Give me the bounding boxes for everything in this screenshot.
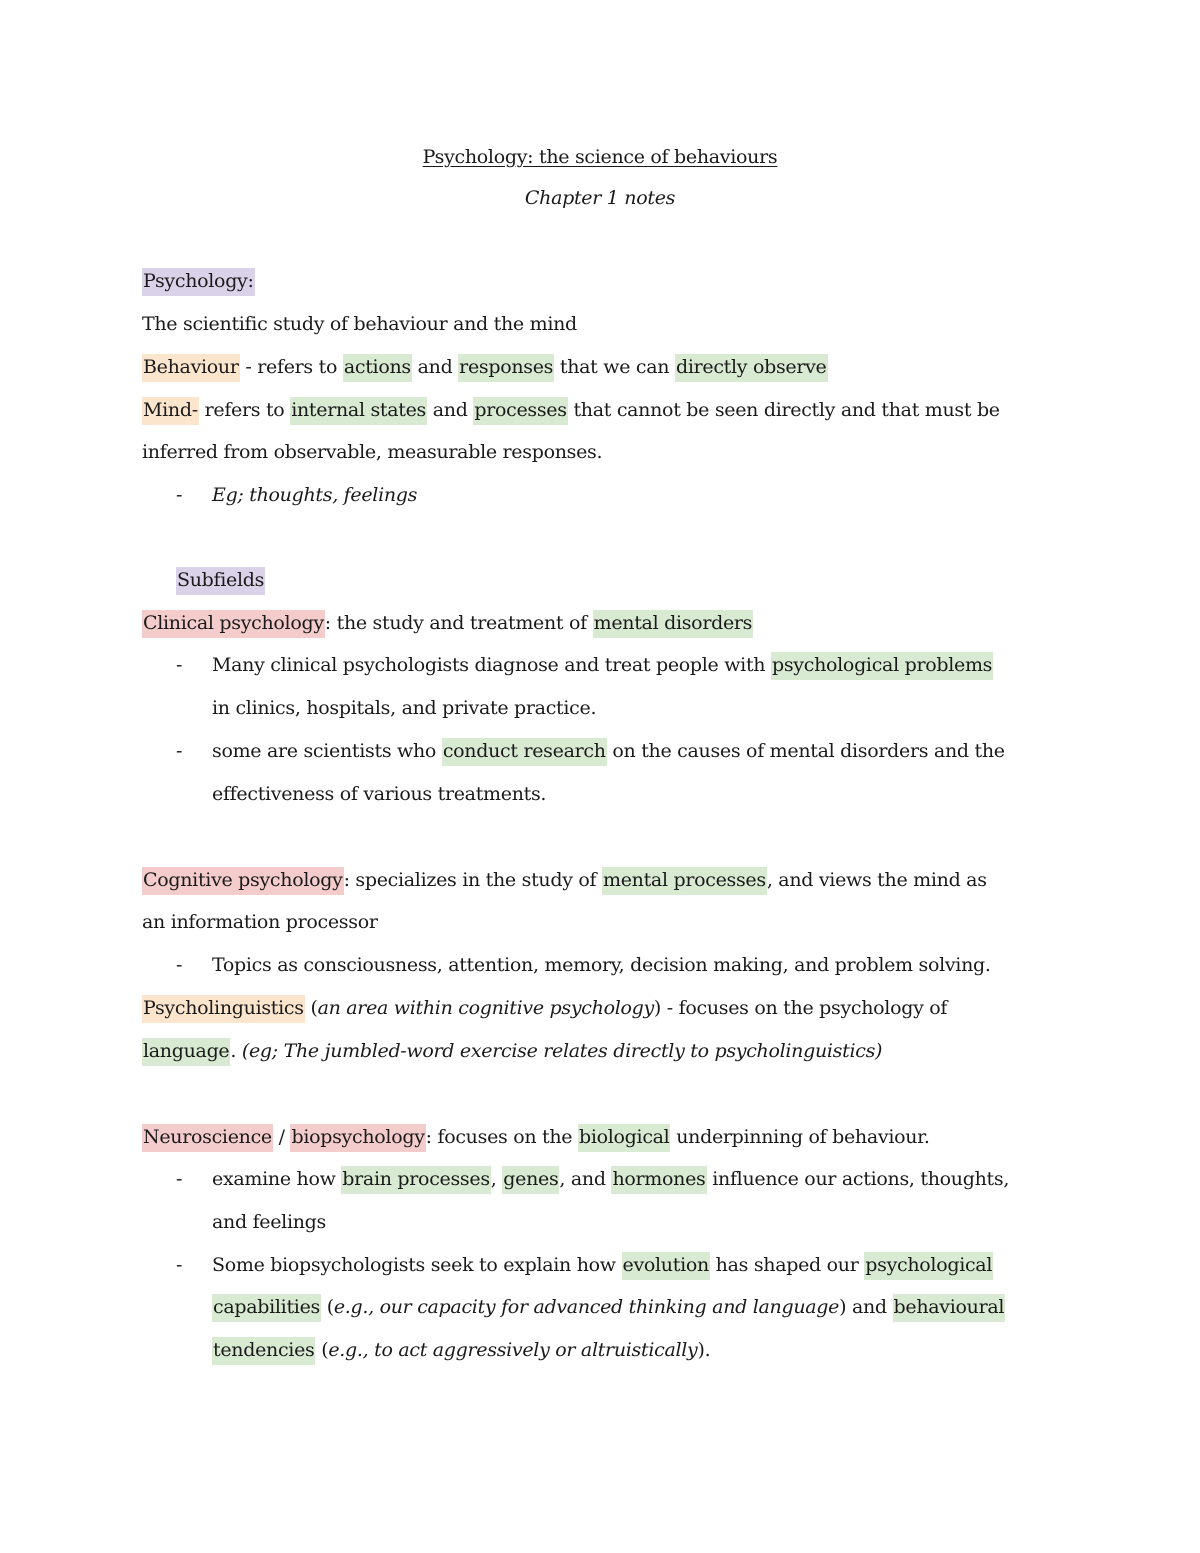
mind-text-line-2: inferred from observable, measurable responses. (142, 441, 603, 463)
cognitive-bullet-text: Topics as consciousness, attention, memory, decision making, and problem solving. (212, 954, 991, 976)
clinical-bullet-1-text-2: in clinics, hospitals, and private practice. (212, 697, 597, 719)
document-title: Psychology: the science of behaviours (422, 146, 778, 168)
clinical-text-1: : the study and treatment of (324, 612, 593, 634)
behaviour-text-2: and (411, 356, 459, 378)
keyword-hormones: hormones (611, 1166, 706, 1194)
keyword-genes: genes (502, 1166, 559, 1194)
cognitive-term: Cognitive psychology (142, 867, 344, 895)
mind-text-2: and (427, 399, 474, 421)
neuro-bullet-2-text-2: has shaped our (709, 1254, 865, 1276)
behaviour-text-3: that we can (554, 356, 675, 378)
keyword-conduct-research: conduct research (442, 738, 607, 766)
neuro-bullet-2-text-4: ) and (839, 1296, 893, 1318)
neuroscience-term: Neuroscience (142, 1124, 273, 1152)
neuro-separator: / (272, 1126, 291, 1148)
subfields-heading-line (176, 566, 265, 594)
psycholinguistics-text-3: . (230, 1040, 242, 1062)
keyword-internal-states: internal states (290, 397, 427, 425)
clinical-bullet-2-text-1: some are scientists who (212, 740, 442, 762)
clinical-bullet-1-text: Many clinical psychologists diagnose and treat people with (212, 654, 771, 676)
mind-definition-line-2 (142, 438, 602, 466)
biopsychology-term: biopsychology (290, 1124, 425, 1152)
keyword-processes: processes (473, 397, 567, 425)
keyword-actions: actions (343, 354, 412, 382)
cognitive-text-2: , and views the mind as (766, 869, 987, 891)
neuro-bullet-2-example-2: e.g., to act aggressively or altruistically (328, 1339, 698, 1361)
behaviour-text-1: - refers to (239, 356, 343, 378)
behaviour-term: Behaviour (142, 354, 240, 382)
keyword-responses: responses (458, 354, 554, 382)
keyword-mental-disorders: mental disorders (593, 610, 754, 638)
psycholinguistics-text-1: ( (304, 997, 318, 1019)
behaviour-definition (142, 353, 828, 381)
psychology-heading (142, 268, 255, 296)
psycholinguistics-text-2: ) - focuses on the psychology of (653, 997, 948, 1019)
mind-definition (142, 396, 1000, 424)
cognitive-definition (142, 866, 987, 894)
neuro-bullet-1-dash: - (176, 1168, 183, 1190)
clinical-bullet-2-text-3: effectiveness of various treatments. (212, 783, 547, 805)
cognitive-text-line-2: an information processor (142, 911, 378, 933)
document-subtitle-line (0, 184, 1200, 212)
cognitive-bullet (212, 951, 991, 979)
clinical-definition (142, 609, 753, 637)
clinical-bullet-2-line-2 (212, 780, 546, 808)
document-title-line (0, 143, 1200, 171)
psycholinguistics-definition (142, 994, 947, 1022)
cognitive-bullet-dash: - (176, 954, 183, 976)
neuro-bullet-2-text-3: ( (320, 1296, 334, 1318)
psycholinguistics-definition-line-2 (142, 1037, 882, 1065)
mind-example-dash: - (176, 484, 183, 506)
keyword-behavioural: behavioural (893, 1294, 1006, 1322)
neuro-bullet-2-text-1: Some biopsychologists seek to explain how (212, 1254, 622, 1276)
keyword-psychological: psychological (864, 1252, 993, 1280)
neuro-text-2: underpinning of behaviour. (670, 1126, 930, 1148)
keyword-directly-observe: directly observe (675, 354, 828, 382)
clinical-bullet-2-text-2: on the causes of mental disorders and the (606, 740, 1005, 762)
cognitive-text-1: : specializes in the study of (343, 869, 602, 891)
keyword-psychological-problems: psychological problems (771, 652, 993, 680)
clinical-bullet-1-dash: - (176, 654, 183, 676)
mind-example (212, 481, 417, 509)
neuro-bullet-1-text-2: , (490, 1168, 503, 1190)
neuro-bullet-1-text-5: and feelings (212, 1211, 326, 1233)
psycholinguistics-note: an area within cognitive psychology (317, 997, 654, 1019)
neuro-bullet-1-text-1: examine how (212, 1168, 342, 1190)
mind-text-3: that cannot be seen directly and that must be (567, 399, 1000, 421)
neuro-bullet-2-example-1: e.g., our capacity for advanced thinking and language (333, 1296, 840, 1318)
psychology-heading-text: Psychology (143, 270, 248, 292)
psycholinguistics-example: (eg; The jumbled-word exercise relates directly to psycholinguistics) (241, 1040, 883, 1062)
neuro-bullet-2-line-3 (212, 1336, 710, 1364)
neuro-bullet-2-dash: - (176, 1254, 183, 1276)
keyword-brain-processes: brain processes (341, 1166, 491, 1194)
clinical-bullet-2 (212, 737, 1005, 765)
neuro-bullet-1 (212, 1165, 1009, 1193)
keyword-mental-processes: mental processes (602, 867, 767, 895)
psycholinguistics-term: Psycholinguistics (142, 995, 305, 1023)
mind-text-1: refers to (198, 399, 291, 421)
keyword-capabilities: capabilities (212, 1294, 321, 1322)
psychology-definition-text: The scientific study of behaviour and the mind (142, 313, 577, 335)
clinical-term: Clinical psychology (142, 610, 325, 638)
mind-example-text: Eg; thoughts, feelings (212, 484, 418, 506)
cognitive-definition-line-2 (142, 908, 378, 936)
document-subtitle: Chapter 1 notes (524, 187, 676, 209)
keyword-evolution: evolution (622, 1252, 710, 1280)
psychology-definition (142, 310, 577, 338)
clinical-bullet-1-line-2 (212, 694, 596, 722)
neuro-bullet-1-line-2 (212, 1208, 326, 1236)
keyword-biological: biological (578, 1124, 670, 1152)
clinical-bullet-2-dash: - (176, 740, 183, 762)
psychology-heading-line (142, 267, 255, 295)
keyword-tendencies: tendencies (212, 1337, 315, 1365)
neuro-bullet-1-text-3: , and (559, 1168, 612, 1190)
keyword-language: language (142, 1038, 230, 1066)
neuro-bullet-2 (212, 1251, 993, 1279)
clinical-bullet-1 (212, 651, 993, 679)
neuro-bullet-2-text-5: ( (315, 1339, 329, 1361)
subfields-heading: Subfields (176, 567, 265, 595)
neuro-bullet-2-text-6: ). (697, 1339, 711, 1361)
neuro-bullet-2-line-2 (212, 1293, 1005, 1321)
neuro-definition (142, 1123, 930, 1151)
psychology-heading-colon: : (247, 270, 254, 292)
neuro-bullet-1-text-4: influence our actions, thoughts, (706, 1168, 1010, 1190)
mind-term: Mind- (142, 397, 199, 425)
neuro-text-1: : focuses on the (425, 1126, 578, 1148)
